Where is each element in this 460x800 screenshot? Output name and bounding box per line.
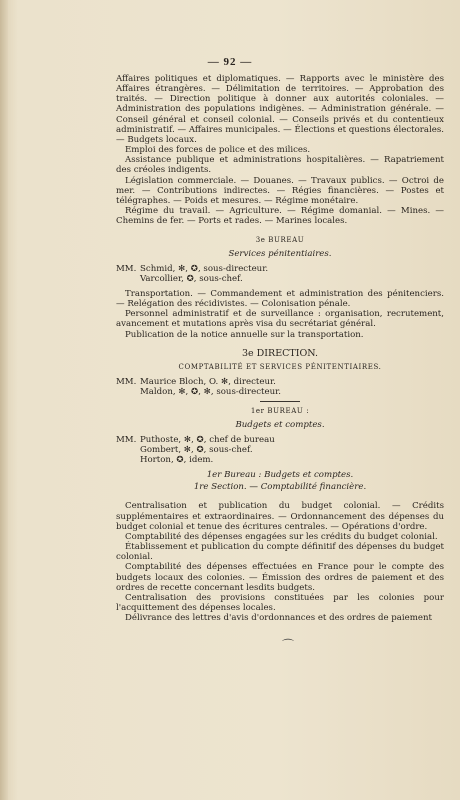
paragraph: Législation commerciale. — Douanes. — Travaux publics. — Octroi de mer. — Contributions indirectes. — Régies financières. — Postes et télégraphes. — Poids et mesures. — Régime monétaire. [116, 175, 444, 206]
staff-line [116, 377, 444, 387]
paragraph: Centralisation et publication du budget colonial. — Crédits supplémentaires et extraordinaires. — Ordonnancement des dépenses du budget colonial et tenue des écritures centrales. — Opérations d'ordre. [116, 501, 444, 532]
bureau-title: Budgets et comptes. [235, 419, 325, 430]
staff-line [116, 387, 444, 397]
paragraph: Affaires politiques et diplomatiques. — Rapports avec le ministère des Affaires étrangères. — Délimitation de territoires. — Approbation des traités. — Direction politique à donner aux autorités coloniales. — Administration des populations indigènes. — Administration générale. — Conseil général et conseil colonial. — Conseils privés et du contentieux administratif. — Affaires municipales. — Élections et questions électorales. — Budgets locaux. [116, 74, 444, 145]
staff-line [116, 445, 444, 455]
printer-mark: ⌒ [282, 638, 295, 652]
direction-heading: 3e DIRECTION. [241, 347, 318, 359]
staff-text: Schmid, ✻, ✪, sous-directeur. [140, 263, 269, 274]
page-body [116, 74, 444, 623]
staff-prefix: MM. [116, 434, 137, 445]
staff-prefix: MM. [116, 263, 137, 274]
paragraph: Transportation. — Commandement et administration des pénitenciers. — Relégation des récidivistes. — Colonisation pénale. [116, 288, 444, 310]
staff-line [116, 435, 444, 445]
staff-prefix: MM. [116, 377, 137, 388]
paragraph: Publication de la notice annuelle sur la transportation. [125, 329, 364, 340]
paragraph: Établissement et publication du compte définitif des dépenses du budget colonial. [116, 542, 444, 563]
staff-text: Horton, ✪, idem. [140, 455, 214, 465]
paragraph: Assistance publique et administrations hospitalières. — Rapatriement des créoles indigents. [116, 155, 444, 176]
paragraph: Régime du travail. — Agriculture. — Régime domanial. — Mines. — Chemins de fer. — Ports et rades. — Marines locales. [116, 206, 444, 227]
staff-text: Varcollier, ✪, sous-chef. [140, 273, 243, 284]
staff-line [116, 264, 444, 274]
paragraph: Emploi des forces de police et des milices. [125, 145, 311, 156]
paragraph: Délivrance des lettres d'avis d'ordonnances et des ordres de paiement [125, 613, 432, 624]
paragraph: Comptabilité des dépenses effectuées en France pour le compte des budgets locaux des colonies. — Émission des ordres de paiement et des ordres de recette concernant lesdits budgets. [116, 562, 444, 593]
page-number: — 92 — [207, 56, 253, 68]
page-gutter [0, 0, 8, 800]
staff-text: Maldon, ✻, ✪, ✻, sous-directeur. [140, 387, 281, 398]
staff-text: Maurice Bloch, O. ✻, directeur. [140, 377, 276, 388]
bureau-heading: 1er BUREAU : [250, 407, 310, 416]
paragraph: Centralisation des provisions constituées par les colonies pour l'acquittement des dépenses locales. [116, 592, 444, 614]
section-title: Services pénitentiaires. [228, 248, 332, 259]
section-line: 1re Section. — Comptabilité financière. [193, 482, 367, 493]
direction-subheading: COMPTABILITÉ ET SERVICES PÉNITENTIAIRES. [178, 362, 382, 371]
paragraph: Personnel administratif et de surveillance : organisation, recrutement, avancement et mutations après visa du secrétariat général. [116, 309, 444, 330]
staff-text: Gombert, ✻, ✪, sous-chef. [140, 444, 253, 455]
bureau-line: 1er Bureau : Budgets et comptes. [206, 470, 354, 481]
paragraph: Comptabilité des dépenses engagées sur les crédits du budget colonial. [125, 531, 438, 542]
section-heading: 3e BUREAU [255, 236, 305, 245]
staff-text: Puthoste, ✻, ✪, chef de bureau [140, 434, 275, 445]
spacer [116, 226, 444, 235]
staff-line [116, 455, 444, 465]
staff-line [116, 274, 444, 284]
section-divider [260, 401, 300, 402]
